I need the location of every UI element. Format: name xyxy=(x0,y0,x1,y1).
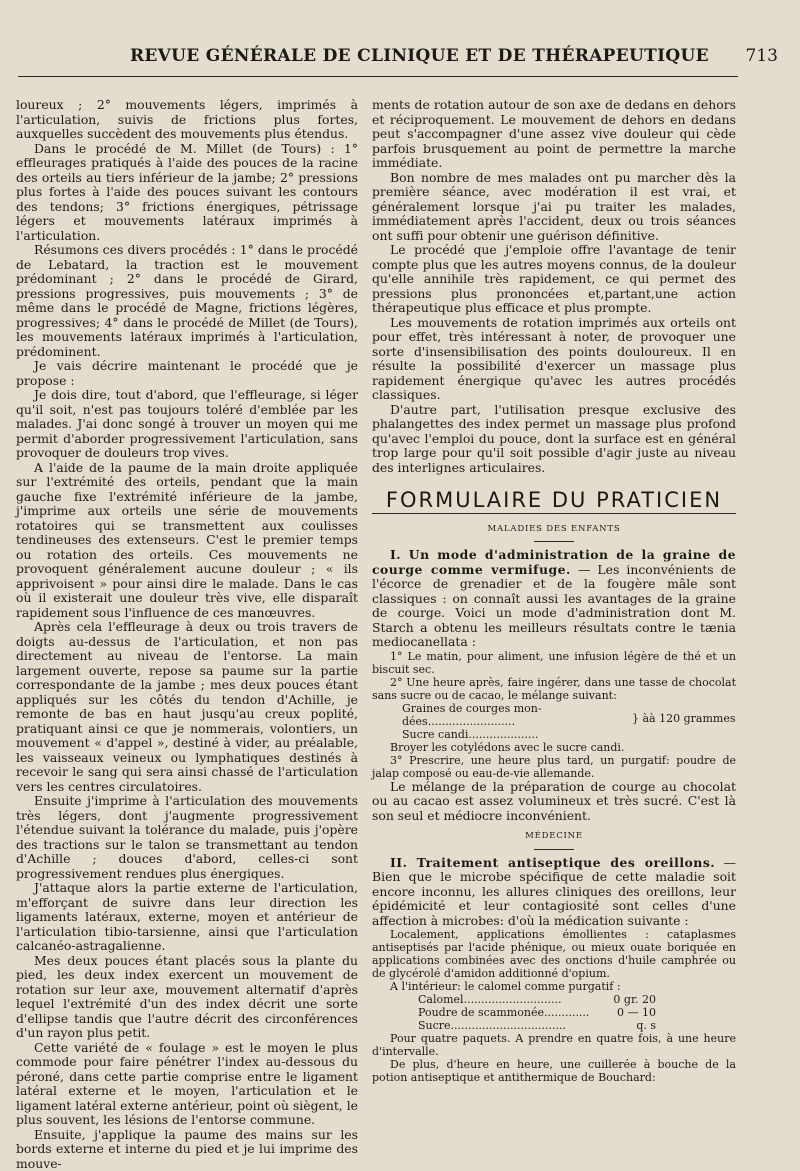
paragraph: Localement, applications émollientes : cataplasmes antiseptisés par l'acide phénique, ou mieux ouate boriquée en applications combinées avec des onctions d'huile camphrée ou de glycérolé d'amidon additionné d'opium. xyxy=(372,928,736,980)
paragraph: D'autre part, l'utilisation presque exclusive des phalangettes des index permet un massage plus profond qu'avec l'emploi du pouce, dont la surface est en général trop large pour qu'il soit possible d'agir juste au niveau des interlignes articulaires. xyxy=(372,403,736,476)
paragraph: Les mouvements de rotation imprimés aux orteils ont pour effet, très intéressant à noter, de provoquer une sorte d'insensibilisation des points douloureux. Il en résulte la possibilité d'exercer un massage plus rapidement énergique qu'avec les autres procédés classiques. xyxy=(372,316,736,403)
right-column xyxy=(372,98,736,1084)
section-label: MALADIES DES ENFANTS xyxy=(372,522,736,537)
paragraph: Ensuite j'imprime à l'articulation des mouvements très légers, dont j'augmente progressivement l'étendue suivant la tolérance du malade, puis j'opère des tractions sur le talon se transmettant au tendon d'Achille ; douces d'abord, celles-ci sont progressivement rendues plus énergiques. xyxy=(16,794,358,881)
paragraph: Ensuite, j'applique la paume des mains sur les bords externe et interne du pied et je lui imprime des mouve- xyxy=(16,1128,358,1171)
paragraph: 3° Prescrire, une heure plus tard, un purgatif: poudre de jalap composé ou eau-de-vie allemande. xyxy=(372,754,736,780)
paragraph: Le procédé que j'emploie offre l'avantage de tenir compte plus que les autres moyens connus, de la douleur qu'elle annihile très rapidement, ce qui permet des pressions plus prononcées et,partant,une action thérapeutique plus efficace et plus prompte. xyxy=(372,243,736,316)
paragraph: Après cela l'effleurage à deux ou trois travers de doigts au-dessus de l'articulation, et non pas directement au niveau de l'entorse. La main largement ouverte, repose sa paume sur la partie correspondante de la jambe ; mes deux pouces étant appliqués sur les côtés du tendon d'Achille, je remonte de bas en haut jusqu'au creux poplité, pratiquant ainsi ce que je nommerais, volontiers, un mouvement « d'appel », destiné à vider, au préalable, les vaisseaux veineux ou lymphatiques destinés à recevoir le sang qui sera ainsi chassé de l'articulation vers les centres circulatoires. xyxy=(16,620,358,794)
recipe-quantity: } àà 120 grammes xyxy=(632,712,735,725)
recipe-line: dées......................... xyxy=(402,715,632,728)
formulaire-heading: FORMULAIRE DU PRATICIEN xyxy=(372,493,736,514)
recipe-line: Sucre................................. q. s xyxy=(372,1019,736,1032)
journal-title: REVUE GÉNÉRALE DE CLINIQUE ET DE THÉRAPEUTIQUE xyxy=(130,46,709,66)
paragraph: Je dois dire, tout d'abord, que l'effleurage, si léger qu'il soit, n'est pas toujours toléré d'emblée par les malades. J'ai donc songé à trouver un moyen qui me permit d'aborder progressivement l'articulation, sans provoquer de douleurs trop vives. xyxy=(16,388,358,461)
paragraph: Je vais décrire maintenant le procédé que je propose : xyxy=(16,359,358,388)
article-text: — Les inconvénients de l'écorce de grenadier et de la fougère mâle sont classiques : on connaît aussi les avantages de la graine de courge. Voici un mode d'administration dont M. Starch a obtenu les meilleurs résultats contre le tænia mediocanellata : xyxy=(372,562,736,650)
paragraph: De plus, d'heure en heure, une cuillerée à bouche de la potion antiseptique et antithermique de Bouchard: xyxy=(372,1058,736,1084)
recipe-block xyxy=(372,702,736,741)
paragraph: Mes deux pouces étant placés sous la plante du pied, les deux index exercent un mouvement de rotation sur leur axe, mouvement alternatif d'après lequel l'extrémité d'un des index décrit une sorte d'ellipse tandis que l'autre décrit des circonférences d'un rayon plus petit. xyxy=(16,954,358,1041)
recipe-line: Poudre de scammonée............. 0 — 10 xyxy=(372,1006,736,1019)
divider xyxy=(534,849,574,850)
paragraph: 1° Le matin, pour aliment, une infusion légère de thé et un biscuit sec. xyxy=(372,650,736,676)
article-paragraph xyxy=(372,548,736,650)
paragraph: ments de rotation autour de son axe de dedans en dehors et réciproquement. Le mouvement de dehors en dedans peut s'accompagner d'une assez vive douleur qui cède parfois brusquement au point de permettre la marche immédiate. xyxy=(372,98,736,171)
divider xyxy=(534,541,574,542)
paragraph: Dans le procédé de M. Millet (de Tours) : 1° effleurages pratiqués à l'aide des pouces de la racine des orteils au tiers inférieur de la jambe; 2° pressions plus fortes à l'aide des pouces suivant les contours des tendons; 3° frictions énergiques, pétrissage légers et mouvements latéraux imprimés à l'articulation. xyxy=(16,142,358,244)
paragraph: Cette variété de « foulage » est le moyen le plus commode pour faire pénétrer l'index au-dessous du péroné, dans cette partie comprise entre le ligament latéral externe et le moyen, l'articulation et le ligament latéral externe antérieur, point où siègent, le plus souvent, les lésions de l'entorse commune. xyxy=(16,1041,358,1128)
recipe-line: Sucre candi.................... xyxy=(402,728,632,741)
paragraph: Résumons ces divers procédés : 1° dans le procédé de Lebatard, la traction est le mouvement prédominant ; 2° dans le procédé de Girard, pressions progressives, puis mouvements ; 3° de même dans le procédé de Magne, frictions légères, progressives; 4° dans le procédé de Millet (de Tours), les mouvements latéraux imprimés à l'articulation, prédominent. xyxy=(16,243,358,359)
paragraph: A l'aide de la paume de la main droite appliquée sur l'extrémité des orteils, pendant que la main gauche fixe l'extrémité inférieure de la jambe, j'imprime aux orteils une série de mouvements rotatoires qui se transmettent aux coulisses tendineuses des extenseurs. C'est le premier temps ou rotation des orteils. Ces mouvements ne provoquent généralement aucune douleur ; « ils apprivoisent » pour ainsi dire le malade. Dans le cas où il existerait une douleur très vive, elle disparaît rapidement sous l'influence de ces manœuvres. xyxy=(16,461,358,621)
paragraph: Le mélange de la préparation de courge au chocolat ou au cacao est assez volumineux et très sucré. C'est là son seul et médiocre inconvénient. xyxy=(372,780,736,824)
article-paragraph xyxy=(372,856,736,929)
section-label: MÉDECINE xyxy=(372,829,736,844)
running-header xyxy=(18,44,738,77)
paragraph: 2° Une heure après, faire ingérer, dans une tasse de chocolat sans sucre ou de cacao, le mélange suivant: xyxy=(372,676,736,702)
paragraph: Pour quatre paquets. A prendre en quatre fois, à une heure d'intervalle. xyxy=(372,1032,736,1058)
article-heading: I. Un mode d'administration de la graine de courge comme vermifuge. xyxy=(372,547,736,577)
paragraph: Bon nombre de mes malades ont pu marcher dès la première séance, avec modération il est vrai, et généralement lorsque j'ai pu traiter les malades, immédiatement après l'accident, deux ou trois séances ont suffi pour obtenir une guérison définitive. xyxy=(372,171,736,244)
paragraph: loureux ; 2° mouvements légers, imprimés à l'articulation, suivis de frictions plus fortes, auxquelles succèdent des mouvements plus étendus. xyxy=(16,98,358,142)
article-text: — Bien que le microbe spécifique de cette maladie soit encore inconnu, les allures cliniques des oreillons, leur épidémicité et leur contagiosité sont celles d'une affection à microbes: d'où la médication suivante : xyxy=(372,855,736,928)
paragraph: Broyer les cotylédons avec le sucre candi. xyxy=(372,741,736,754)
recipe-line: Graines de courges mon- xyxy=(402,702,632,715)
left-column xyxy=(16,98,358,1171)
recipe-line: Calomel............................ 0 gr. 20 xyxy=(372,993,736,1006)
page-number: 713 xyxy=(746,46,778,66)
article-heading: II. Traitement antiseptique des oreillons. xyxy=(390,855,715,870)
paragraph: A l'intérieur: le calomel comme purgatif : xyxy=(372,980,736,993)
paragraph: J'attaque alors la partie externe de l'articulation, m'efforçant de suivre dans leur direction les ligaments latéraux, externe, moyen et antérieur de l'articulation tibio-tarsienne, ainsi que l'articulation calcanéo-astragalienne. xyxy=(16,881,358,954)
